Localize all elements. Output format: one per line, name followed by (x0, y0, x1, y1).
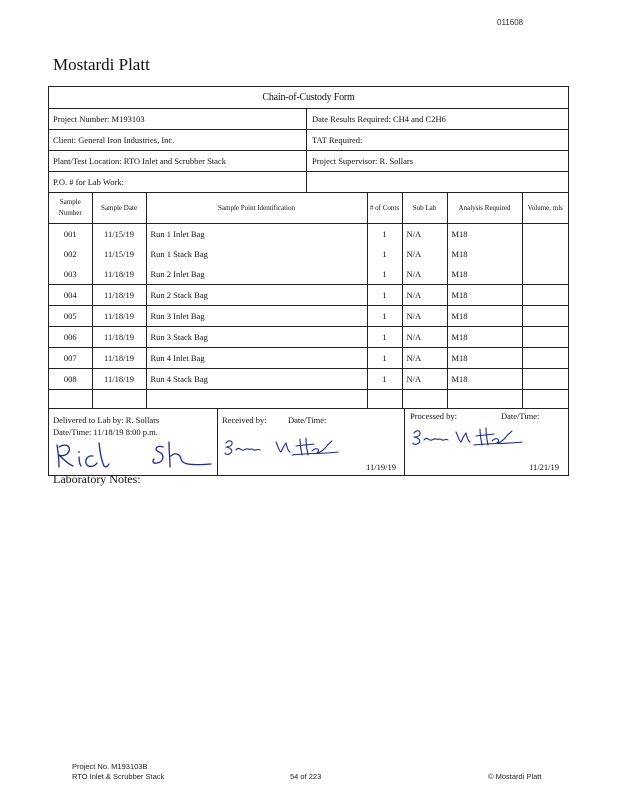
col-volume-mls: Volume, mls (522, 193, 568, 224)
sample-analysis: M18 (447, 285, 522, 306)
received-date-label: Date/Time: (288, 415, 327, 425)
sample-point: Run 4 Inlet Bag (146, 348, 367, 369)
sample-volume (522, 348, 568, 369)
sample-number: 008 (49, 369, 92, 390)
footer-copyright: © Mostardi Platt (488, 772, 542, 781)
sample-date: 11/18/19 (92, 306, 146, 327)
date-results-required: Date Results Required: CH4 and C2H6 (312, 114, 446, 124)
info-row (49, 151, 568, 172)
page-id: 011608 (497, 18, 524, 27)
sample-point: Run 1 Stack Bag (146, 244, 367, 264)
sample-conts: 1 (367, 348, 402, 369)
sample-analysis: M18 (447, 264, 522, 285)
tat-required: TAT Required: (312, 135, 363, 145)
table-row (49, 369, 568, 390)
delivered-by: Delivered to Lab by: R. Sollars (53, 415, 160, 425)
col-sample-point: Sample Point Identification (146, 193, 367, 224)
sample-conts: 1 (367, 306, 402, 327)
sample-point: Run 3 Stack Bag (146, 327, 367, 348)
table-row (49, 306, 568, 327)
sample-date: 11/18/19 (92, 348, 146, 369)
sample-volume (522, 369, 568, 390)
sample-sub-lab: N/A (402, 264, 447, 285)
sample-volume (522, 264, 568, 285)
po-number: P.O. # for Lab Work: (49, 172, 307, 192)
sample-date: 11/18/19 (92, 369, 146, 390)
sample-sub-lab: N/A (402, 348, 447, 369)
sample-volume (522, 244, 568, 264)
received-signature (222, 433, 342, 463)
info-row (49, 109, 568, 130)
sample-point: Run 2 Stack Bag (146, 285, 367, 306)
sample-conts: 1 (367, 224, 402, 245)
sample-analysis: M18 (447, 244, 522, 264)
sample-point: Run 3 Inlet Bag (146, 306, 367, 327)
sample-conts: 1 (367, 285, 402, 306)
processed-cell (405, 409, 568, 475)
sample-point: Run 4 Stack Bag (146, 369, 367, 390)
table-header-row (49, 193, 568, 224)
footer-project-no: Project No. M193103B (72, 762, 148, 771)
sample-point: Run 2 Inlet Bag (146, 264, 367, 285)
lab-notes-label: Laboratory Notes: (53, 472, 141, 486)
samples-table (49, 193, 568, 409)
table-row (49, 327, 568, 348)
sample-volume (522, 285, 568, 306)
received-cell (218, 409, 405, 475)
sample-date: 11/15/19 (92, 224, 146, 245)
sample-volume (522, 306, 568, 327)
footer-location: RTO Inlet & Scrubber Stack (72, 772, 165, 781)
processed-by-label: Processed by: (410, 411, 457, 421)
sample-date: 11/15/19 (92, 244, 146, 264)
delivered-signature (53, 439, 213, 471)
sample-volume (522, 327, 568, 348)
project-supervisor: Project Supervisor: R. Sollars (312, 156, 414, 166)
table-row-blank (49, 390, 568, 409)
processed-date-label: Date/Time: (501, 411, 540, 421)
sample-number: 002 (63, 249, 77, 259)
signature-area (49, 409, 568, 475)
sample-number: 005 (49, 306, 92, 327)
delivered-date-time: Date/Time: 11/18/19 8:00 p.m. (53, 427, 158, 437)
col-num-conts: # of Conts (367, 193, 402, 224)
table-row (49, 244, 568, 264)
col-sub-lab: Sub Lab (402, 193, 447, 224)
sample-number: 007 (49, 348, 92, 369)
sample-number: 006 (49, 327, 92, 348)
table-row (49, 264, 568, 285)
sample-conts: 1 (367, 264, 402, 285)
sample-date: 11/18/19 (92, 327, 146, 348)
po-number-value (307, 172, 568, 192)
received-date: 11/19/19 (366, 462, 396, 472)
sample-number: 001 (63, 229, 77, 239)
sample-sub-lab: N/A (402, 369, 447, 390)
sample-number: 003 (49, 264, 92, 285)
table-row (49, 224, 568, 245)
received-by-label: Received by: (222, 415, 267, 425)
info-row (49, 130, 568, 151)
sample-point: Run 1 Inlet Bag (146, 224, 367, 245)
processed-signature (410, 423, 530, 453)
sample-number: 004 (49, 285, 92, 306)
col-sample-number: Sample Number (49, 193, 92, 224)
sample-sub-lab: N/A (402, 224, 447, 245)
sample-analysis: M18 (447, 369, 522, 390)
sample-sub-lab: N/A (402, 306, 447, 327)
col-sample-date: Sample Date (92, 193, 146, 224)
processed-date: 11/21/19 (529, 462, 559, 472)
table-row (49, 285, 568, 306)
info-row (49, 172, 568, 193)
table-row (49, 348, 568, 369)
sample-sub-lab: N/A (402, 285, 447, 306)
chain-of-custody-form (48, 86, 569, 476)
col-analysis-required: Analysis Required (447, 193, 522, 224)
sample-date: 11/18/19 (92, 285, 146, 306)
sample-sub-lab: N/A (402, 327, 447, 348)
sample-date: 11/18/19 (92, 264, 146, 285)
sample-volume (522, 224, 568, 245)
sample-conts: 1 (367, 369, 402, 390)
project-number: Project Number: M193103 (49, 109, 307, 129)
footer-page-number: 54 of 223 (290, 772, 322, 781)
sample-analysis: M18 (447, 224, 522, 245)
sample-analysis: M18 (447, 306, 522, 327)
plant-test-location: Plant/Test Location: RTO Inlet and Scrubber Stack (49, 151, 307, 171)
delivered-cell (49, 409, 218, 475)
client: Client: General Iron Industries, Inc. (49, 130, 307, 150)
form-title: Chain-of-Custody Form (49, 87, 568, 109)
sample-sub-lab: N/A (402, 244, 447, 264)
sample-analysis: M18 (447, 327, 522, 348)
sample-analysis: M18 (447, 348, 522, 369)
sample-conts: 1 (367, 244, 402, 264)
company-name: Mostardi Platt (53, 55, 150, 74)
sample-conts: 1 (367, 327, 402, 348)
